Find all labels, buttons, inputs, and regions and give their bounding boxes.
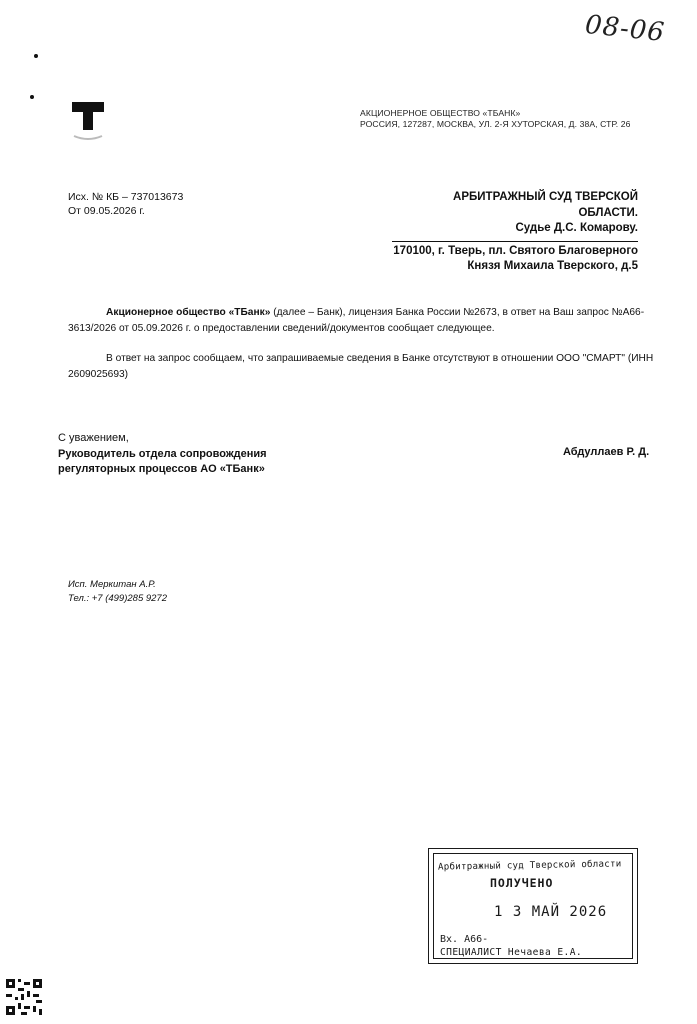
scan-speck	[34, 54, 38, 58]
executor-name: Исп. Меркитан А.Р.	[68, 579, 156, 590]
stamp-inner-frame	[433, 853, 633, 959]
body-paragraph-2	[68, 351, 658, 383]
addressee-block	[392, 190, 638, 275]
stamp-incoming: Вх. А66-	[440, 934, 489, 945]
signer-name: Абдуллаев Р. Д.	[563, 446, 650, 458]
divider	[392, 241, 638, 242]
bank-address: РОССИЯ, 127287, МОСКВА, УЛ. 2-Я ХУТОРСКАЯ, Д. 38А, СТР. 26	[360, 119, 631, 129]
stamp-date: 1 3 МАЙ 2026	[494, 904, 608, 920]
executor-phone: Тел.: +7 (499)285 9272	[68, 592, 168, 604]
paragraph-1-text: (далее – Банк), лицензия Банка России №2673, в ответ на Ваш запрос №А66-3613/2026 от 05.09.2026 г. о предоставлении сведений/документов сообщает следующее.	[68, 307, 645, 334]
outgoing-number: Исх. № КБ – 737013673	[68, 191, 184, 203]
stamp-specialist: СПЕЦИАЛИСТ Нечаева Е.А.	[440, 947, 583, 958]
outgoing-date: От 09.05.2026 г.	[68, 205, 145, 217]
addressee-court: АРБИТРАЖНЫЙ СУД ТВЕРСКОЙ ОБЛАСТИ.	[453, 191, 638, 219]
executor-block	[68, 578, 167, 605]
bank-header	[360, 108, 630, 130]
stamp-received: ПОЛУЧЕНО	[490, 876, 554, 890]
addressee-judge: Судье Д.С. Комарову.	[515, 222, 638, 234]
bank-name-bold: Акционерное общество «ТБанк»	[106, 307, 271, 318]
regards: С уважением,	[58, 432, 129, 444]
handwritten-note: 08-06	[583, 9, 667, 49]
signer-position-line-2: регуляторных процессов АО «ТБанк»	[58, 463, 265, 475]
outgoing-reference	[68, 190, 183, 218]
stamp-court: Арбитражный суд Тверской области	[437, 858, 622, 873]
qr-code-icon	[6, 978, 42, 1016]
scan-speck	[30, 95, 34, 99]
body-paragraph-1	[68, 305, 658, 337]
closing-block	[58, 431, 267, 478]
bank-name: АКЦИОНЕРНОЕ ОБЩЕСТВО «ТБАНК»	[360, 108, 521, 118]
signer-position-line-1: Руководитель отдела сопровождения	[58, 447, 267, 460]
addressee-address: 170100, г. Тверь, пл. Святого Благоверного Князя Михаила Тверского, д.5	[393, 244, 638, 272]
tbank-t-logo-icon	[66, 96, 110, 144]
court-received-stamp	[428, 848, 638, 964]
paragraph-2-text: В ответ на запрос сообщаем, что запрашиваемые сведения в Банке отсутствуют в отношении ООО "СМАРТ" (ИНН 2609025693)	[68, 353, 654, 380]
